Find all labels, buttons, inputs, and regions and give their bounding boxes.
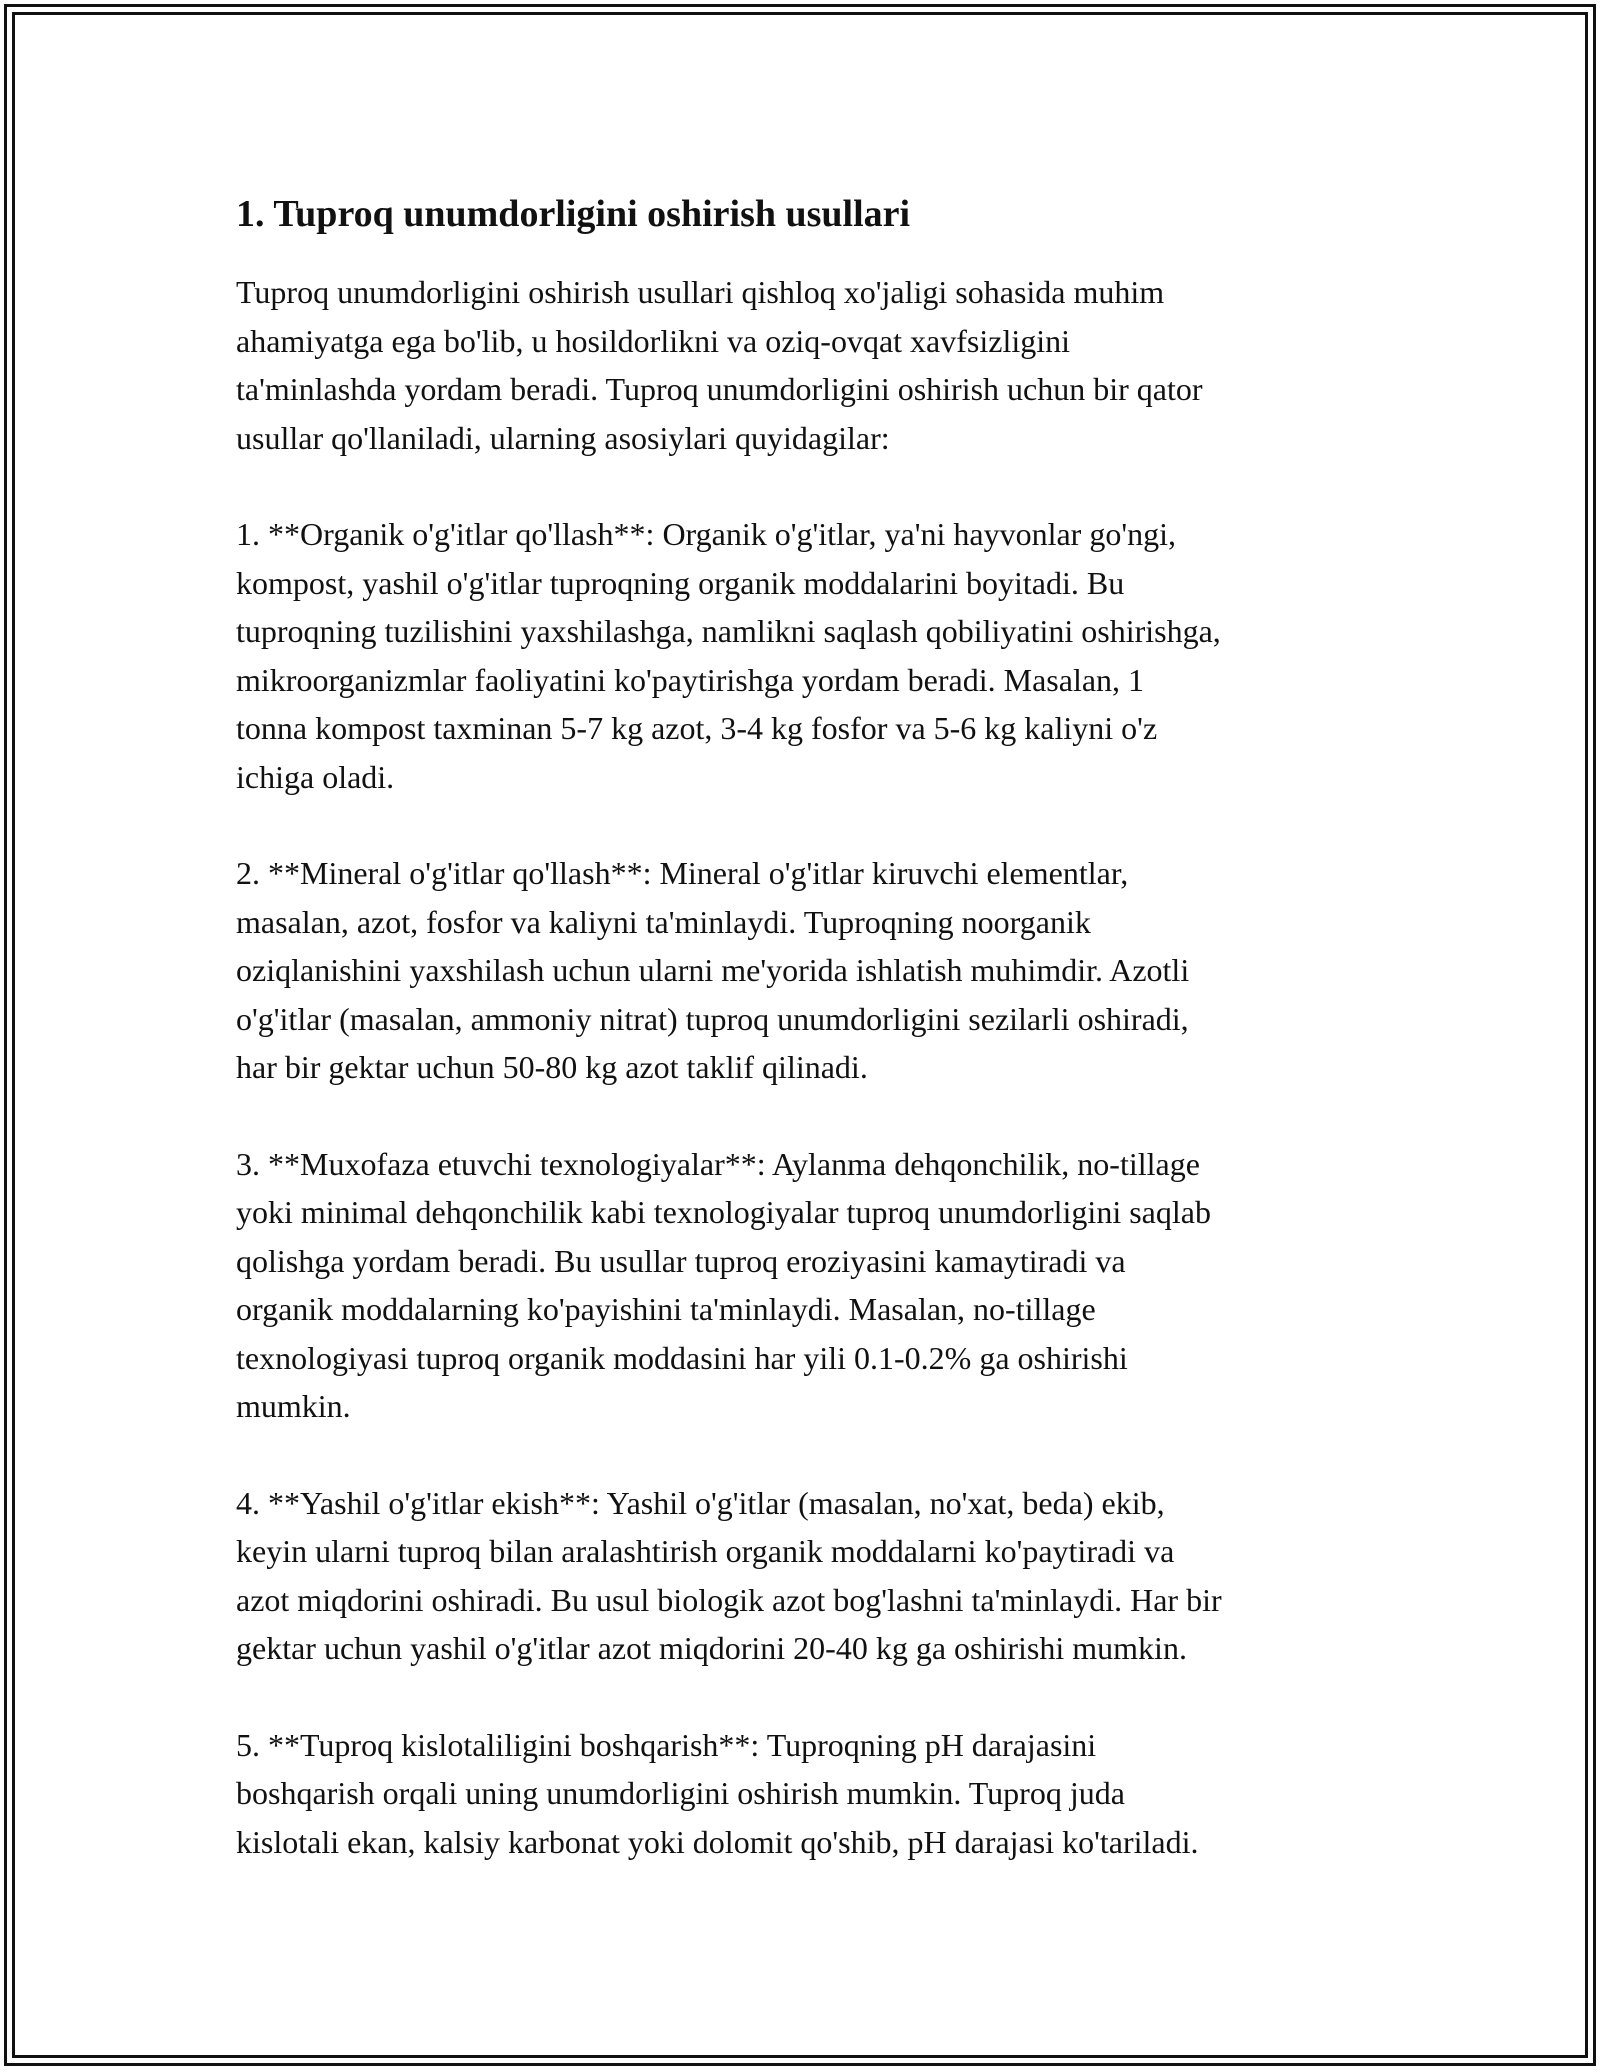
text-line: 3. **Muxofaza etuvchi texnologiyalar**: Aylanma dehqonchilik, no-tillage <box>236 1145 1200 1182</box>
text-line: masalan, azot, fosfor va kaliyni ta'minlaydi. Tuproqning noorganik <box>236 903 1091 940</box>
text-line: Tuproq unumdorligini oshirish usullari qishloq xo'jaligi sohasida muhim <box>236 274 1165 310</box>
text-line: ta'minlashda yordam beradi. Tuproq unumdorligini oshirish uchun bir qator <box>236 371 1203 407</box>
text-line: usullar qo'llaniladi, ularning asosiylari quyidagilar: <box>236 419 890 456</box>
text-line: yoki minimal dehqonchilik kabi texnologiyalar tuproq unumdorligini saqlab <box>236 1194 1211 1230</box>
list-item-acidity-management <box>236 1721 1376 1867</box>
text-line: qolishga yordam beradi. Bu usullar tuproq eroziyasini kamaytiradi va <box>236 1242 1126 1279</box>
list-item-mineral-fertilizers <box>236 849 1376 1092</box>
text-line: 4. **Yashil o'g'itlar ekish**: Yashil o'g'itlar (masalan, no'xat, beda) ekib, <box>236 1484 1165 1521</box>
text-line: organik moddalarning ko'payishini ta'minlaydi. Masalan, no-tillage <box>236 1291 1096 1327</box>
list-item-conservation-technologies <box>236 1140 1376 1431</box>
text-line: gektar uchun yashil o'g'itlar azot miqdorini 20-40 kg ga oshirishi mumkin. <box>236 1630 1187 1666</box>
text-line: kompost, yashil o'g'itlar tuproqning organik moddalarini boyitadi. Bu <box>236 564 1125 601</box>
text-line: tuproqning tuzilishini yaxshilashga, namlikni saqlash qobiliyatini oshirishga, <box>236 613 1221 649</box>
text-line: ahamiyatga ega bo'lib, u hosildorlikni va oziq-ovqat xavfsizligini <box>236 322 1071 359</box>
paragraph-intro <box>236 268 1376 462</box>
text-line: oziqlanishini yaxshilash uchun ularni me'yorida ishlatish muhimdir. Azotli <box>236 952 1190 988</box>
text-line: tonna kompost taxminan 5-7 kg azot, 3-4 kg fosfor va 5-6 kg kaliyni o'z <box>236 710 1158 746</box>
text-line: 2. **Mineral o'g'itlar qo'llash**: Mineral o'g'itlar kiruvchi elementlar, <box>236 855 1129 891</box>
text-line: kislotali ekan, kalsiy karbonat yoki dolomit qo'shib, pH darajasi ko'tariladi. <box>236 1823 1199 1860</box>
text-line: mikroorganizmlar faoliyatini ko'paytirishga yordam beradi. Masalan, 1 <box>236 661 1145 698</box>
text-line: 5. **Tuproq kislotaliligini boshqarish**: Tuproqning pH darajasini <box>236 1726 1097 1763</box>
text-line: o'g'itlar (masalan, ammoniy nitrat) tuproq unumdorligini sezilarli oshiradi, <box>236 1000 1189 1037</box>
text-line: boshqarish orqali uning unumdorligini oshirish mumkin. Tuproq juda <box>236 1775 1125 1811</box>
list-item-green-manure <box>236 1479 1376 1673</box>
document-body <box>236 188 1376 1914</box>
text-line: ichiga oladi. <box>236 758 395 795</box>
text-line: texnologiyasi tuproq organik moddasini har yili 0.1-0.2% ga oshirishi <box>236 1339 1128 1376</box>
text-line: azot miqdorini oshiradi. Bu usul biologik azot bog'lashni ta'minlaydi. Har bir <box>236 1581 1222 1618</box>
text-line: keyin ularni tuproq bilan aralashtirish organik moddalarni ko'paytiradi va <box>236 1533 1175 1569</box>
section-heading: 1. Tuproq unumdorligini oshirish usullari <box>236 193 911 235</box>
list-item-organic-fertilizers <box>236 510 1376 801</box>
text-line: 1. **Organik o'g'itlar qo'llash**: Organik o'g'itlar, ya'ni hayvonlar go'ngi, <box>236 516 1176 552</box>
text-line: har bir gektar uchun 50-80 kg azot taklif qilinadi. <box>236 1049 868 1085</box>
text-line: mumkin. <box>236 1388 351 1424</box>
